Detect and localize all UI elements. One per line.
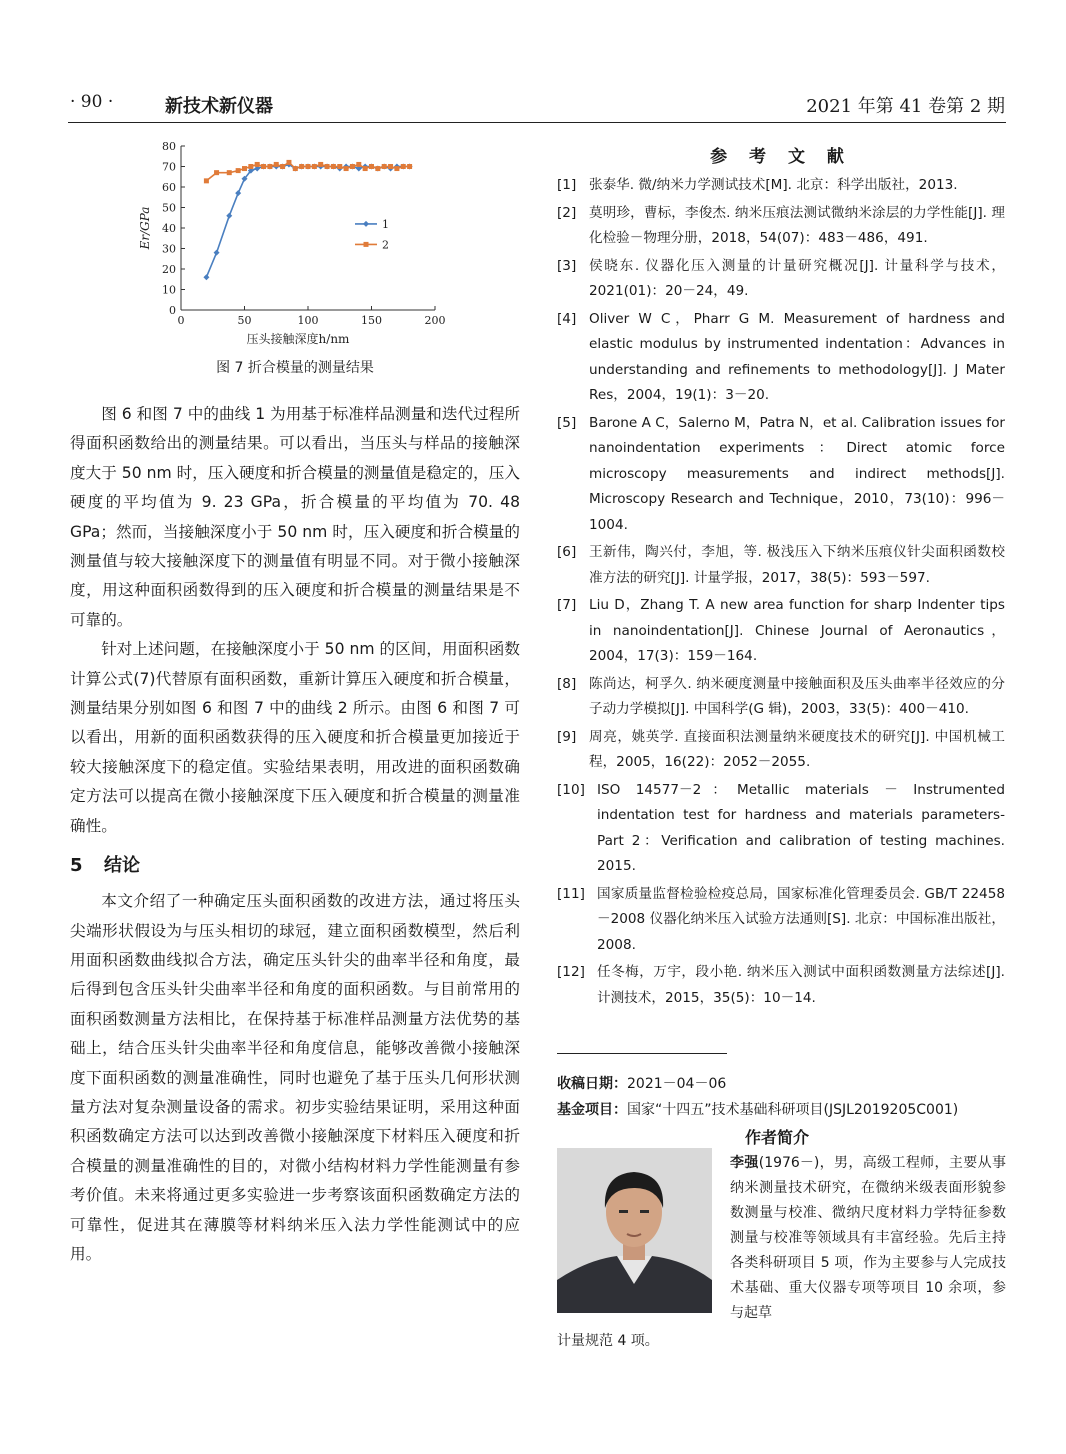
reference-text: 张泰华. 微/纳米力学测试技术[M]. 北京：科学出版社，2013. bbox=[589, 177, 958, 193]
left-column bbox=[70, 400, 520, 1269]
legend-1-label: 1 bbox=[382, 217, 389, 231]
running-header bbox=[70, 92, 1005, 120]
reference-item bbox=[557, 411, 1005, 539]
series-2-point bbox=[280, 164, 285, 169]
legend-1-marker bbox=[363, 221, 369, 227]
series-2-point bbox=[293, 166, 298, 171]
y-tick-label: 20 bbox=[162, 263, 176, 276]
y-tick-label: 0 bbox=[169, 304, 176, 317]
x-tick-label: 100 bbox=[297, 314, 319, 327]
reference-text: 陈尚达，柯孚久. 纳米硬度测量中接触面积及压头曲率半径效应的分子动力学模拟[J]. 中国科学(G 辑)，2003，33(5)：400－410. bbox=[589, 675, 1005, 717]
paragraph-1: 图 6 和图 7 中的曲线 1 为用基于标准样品测量和迭代过程所得面积函数给出的测量结果。可以看出，当压头与样品的接触深度大于 50 nm 时，压入硬度和折合模量的测量值是稳定的，压入硬度的平均值为 9. 23 GPa，折合模量的平均值为 70. 48 GPa；然而，当接触深度小于 50 nm 时，压入硬度和折合模量的测量值与较大接触深度下的测量值有明显不同。对于微小接触深度，用这种面积函数得到的压入硬度和折合模量的测量结果是不可靠的。 bbox=[70, 405, 520, 629]
series-2-point bbox=[394, 166, 399, 171]
x-tick-label: 0 bbox=[177, 314, 185, 327]
reference-item bbox=[557, 725, 1005, 776]
reference-text: Liu D，Zhang T. A new area function for sharp Indenter tips in nanoindentation[J]. Chinese Journal of Aeronautics，2004，17(3)：159－164. bbox=[589, 597, 1005, 664]
y-tick-label: 80 bbox=[162, 140, 176, 153]
reference-item bbox=[557, 593, 1005, 670]
reference-item bbox=[557, 307, 1005, 409]
references-section bbox=[557, 142, 1005, 1013]
series-2-point bbox=[331, 164, 336, 169]
fund-label: 基金项目： bbox=[557, 1102, 627, 1118]
series-2-point bbox=[369, 164, 374, 169]
paragraph-2: 针对上述问题，在接触深度小于 50 nm 的区间，用面积函数计算公式(7)代替原有面积函数，重新计算压入硬度和折合模量，测量结果分别如图 6 和图 7 中的曲线 2 所示。由图 6 和图 7 可以看出，用新的面积函数获得的压入硬度和折合模量更加接近于较大接触深度下的稳定值。实验结果表明，用改进的面积函数确定方法可以提高在微小接触深度下压入硬度和折合模量的测量准确性。 bbox=[70, 640, 520, 835]
reference-item bbox=[557, 201, 1005, 252]
section-heading bbox=[70, 851, 520, 877]
x-tick-label: 50 bbox=[237, 314, 252, 327]
reference-text: 王新伟，陶兴付，李旭，等. 极浅压入下纳米压痕仪针尖面积函数校准方法的研究[J]. 计量学报，2017，38(5)：593－597. bbox=[589, 544, 1005, 586]
reference-number: [6] bbox=[557, 544, 577, 560]
reference-item bbox=[557, 778, 1005, 880]
reference-item bbox=[557, 882, 1005, 959]
series-2-point bbox=[375, 166, 380, 171]
y-axis-label: Er/GPa bbox=[138, 206, 152, 250]
author-bio-text: (1976－)，男，高级工程师，主要从事纳米测量技术研究，在微纳米级表面形貌参数测量与校准、微纳尺度材料力学特征参数测量与校准等领域具有丰富经验。先后主持各类科研项目 5 项，作为主要参与人完成技术基础、重大仪器专项等项目 10 余项，参与起草 bbox=[730, 1155, 1006, 1321]
reference-number: [11] bbox=[557, 885, 585, 902]
author-photo bbox=[557, 1148, 712, 1313]
reference-number: [9] bbox=[557, 728, 577, 745]
series-2-point bbox=[227, 170, 232, 175]
series-2-point bbox=[388, 164, 393, 169]
y-tick-label: 50 bbox=[162, 201, 176, 215]
y-tick-label: 40 bbox=[162, 222, 176, 235]
series-2-point bbox=[312, 164, 317, 169]
series-2-point bbox=[255, 162, 260, 167]
series-2-point bbox=[242, 166, 247, 171]
reference-number: [1] bbox=[557, 177, 577, 193]
series-2-point bbox=[204, 178, 209, 183]
reference-text: 国家质量监督检验检疫总局，国家标准化管理委员会. GB/T 22458－2008 仪器化纳米压入试验方法通则[S]. 北京：中国标准出版社，2008. bbox=[597, 885, 1005, 953]
reference-text: Oliver W C，Pharr G M. Measurement of hardness and elastic modulus by instrumented indentation：Advances in understanding and refinements to methodology[J]. J Mater Res，2004，19(1)：3－20. bbox=[589, 310, 1005, 403]
reference-text: ISO 14577－2：Metallic materials － Instrumented indentation test for hardness and materials parameters-Part 2：Verification and calibration of testing machines. 2015. bbox=[597, 781, 1005, 874]
series-1-point bbox=[214, 250, 220, 256]
series-1-point bbox=[203, 274, 209, 280]
series-2-point bbox=[363, 166, 368, 171]
series-2-point bbox=[214, 170, 219, 175]
header-rule bbox=[68, 122, 1006, 123]
series-2-point bbox=[274, 162, 279, 167]
received-label: 收稿日期： bbox=[557, 1076, 627, 1092]
author-bio-title: 作者简介 bbox=[745, 1128, 810, 1147]
author-name: 李强 bbox=[730, 1155, 759, 1171]
series-1-point bbox=[226, 213, 232, 219]
modulus-chart bbox=[135, 138, 455, 353]
page-number: · 90 · bbox=[70, 92, 114, 112]
reference-item bbox=[557, 540, 1005, 591]
received-value: 2021－04－06 bbox=[627, 1076, 727, 1092]
footnote-rule bbox=[557, 1053, 727, 1054]
series-1-line bbox=[206, 165, 409, 278]
reference-number: [8] bbox=[557, 675, 577, 692]
y-tick-label: 30 bbox=[162, 242, 176, 256]
series-2-point bbox=[337, 164, 342, 169]
figure-caption: 图 7 折合模量的测量结果 bbox=[216, 360, 374, 376]
series-2-point bbox=[299, 164, 304, 169]
series-2-point bbox=[382, 164, 387, 169]
reference-item bbox=[557, 672, 1005, 723]
series-2-point bbox=[236, 168, 241, 173]
series-2-point bbox=[261, 164, 266, 169]
section-number: 5 bbox=[70, 855, 83, 877]
references-title: 参 考 文 献 bbox=[710, 147, 852, 167]
series-2-point bbox=[306, 164, 311, 169]
paragraph-3: 本文介绍了一种确定压头面积函数的改进方法，通过将压头尖端形状假设为与压头相切的球冠，建立面积函数模型，然后利用面积函数曲线拟合方法，确定压头针尖的曲率半径和角度，最后得到包含压头针尖曲率半径和角度的面积函数。与目前常用的面积函数测量方法相比，在保持基于标准样品测量方法优势的基础上，结合压头针尖曲率半径和角度信息，能够改善微小接触深度下面积函数的测量准确性，同时也避免了基于压头几何形状测量方法对复杂测量设备的需求。初步实验结果证明，采用这种面积函数确定方法可以达到改善微小接触深度下材料压入硬度和折合模量的测量准确性的目的，对微小结构材料力学性能测量有参考价值。未来将通过更多实验进一步考察该面积函数确定方法的可靠性，促进其在薄膜等材料纳米压入法力学性能测试中的应用。 bbox=[70, 892, 520, 1263]
y-tick-label: 10 bbox=[162, 283, 176, 297]
received-date bbox=[557, 1073, 726, 1093]
x-tick-label: 200 bbox=[424, 314, 446, 327]
reference-item bbox=[557, 254, 1005, 305]
series-2-point bbox=[325, 164, 330, 169]
fund-value: 国家“十四五”技术基础科研项目(JSJL2019205C001) bbox=[627, 1102, 959, 1118]
series-2-point bbox=[267, 164, 272, 169]
y-tick-label: 60 bbox=[162, 181, 176, 194]
series-1-point bbox=[235, 190, 241, 196]
reference-item bbox=[557, 173, 1005, 199]
section-title: 结论 bbox=[104, 855, 140, 877]
series-2-point bbox=[350, 164, 355, 169]
reference-item bbox=[557, 960, 1005, 1011]
reference-text: 侯晓东. 仪器化压入测量的计量研究概况[J]. 计量科学与技术，2021(01)：20－24，49. bbox=[589, 257, 1005, 299]
series-2-point bbox=[318, 162, 323, 167]
reference-number: [10] bbox=[557, 781, 585, 798]
series-2-point bbox=[401, 164, 406, 169]
legend-2-label: 2 bbox=[382, 238, 389, 252]
series-2-point bbox=[248, 164, 253, 169]
author-bio bbox=[730, 1151, 1006, 1326]
reference-number: [5] bbox=[557, 414, 577, 431]
reference-text: Barone A C，Salerno M，Patra N，et al. Calibration issues for nanoindentation experiments：Direct atomic force microscopy measurements and indirect methods[J]. Microscopy Research and Technique，2010，73(10)：996－1004. bbox=[589, 414, 1005, 533]
reference-number: [4] bbox=[557, 310, 577, 327]
x-axis-label: 压头接触深度h/nm bbox=[246, 332, 350, 346]
y-tick-label: 70 bbox=[162, 160, 176, 174]
author-bio-tail: 计量规范 4 项。 bbox=[557, 1333, 659, 1349]
fund-project bbox=[557, 1099, 958, 1119]
x-tick-label: 150 bbox=[361, 314, 382, 327]
series-2-point bbox=[356, 162, 361, 167]
reference-number: [2] bbox=[557, 204, 577, 221]
series-2-point bbox=[407, 164, 412, 169]
journal-name: 新技术新仪器 bbox=[165, 96, 273, 117]
reference-number: [3] bbox=[557, 257, 577, 274]
series-2-point bbox=[286, 160, 291, 165]
issue-info: 2021 年第 41 卷第 2 期 bbox=[806, 96, 1005, 117]
series-2-point bbox=[344, 166, 349, 171]
reference-number: [7] bbox=[557, 597, 577, 613]
reference-text: 周亮，姚英学. 直接面积法测量纳米硬度技术的研究[J]. 中国机械工程，2005，16(22)：2052－2055. bbox=[589, 728, 1005, 770]
reference-text: 任冬梅，万宇，段小艳. 纳米压入测试中面积函数测量方法综述[J]. 计测技术，2015，35(5)：10－14. bbox=[597, 964, 1005, 1006]
reference-number: [12] bbox=[557, 964, 585, 980]
reference-text: 莫明珍，曹标，李俊杰. 纳米压痕法测试微纳米涂层的力学性能[J]. 理化检验－物理分册，2018，54(07)：483－486，491. bbox=[589, 204, 1005, 246]
legend-2-marker bbox=[364, 242, 369, 247]
